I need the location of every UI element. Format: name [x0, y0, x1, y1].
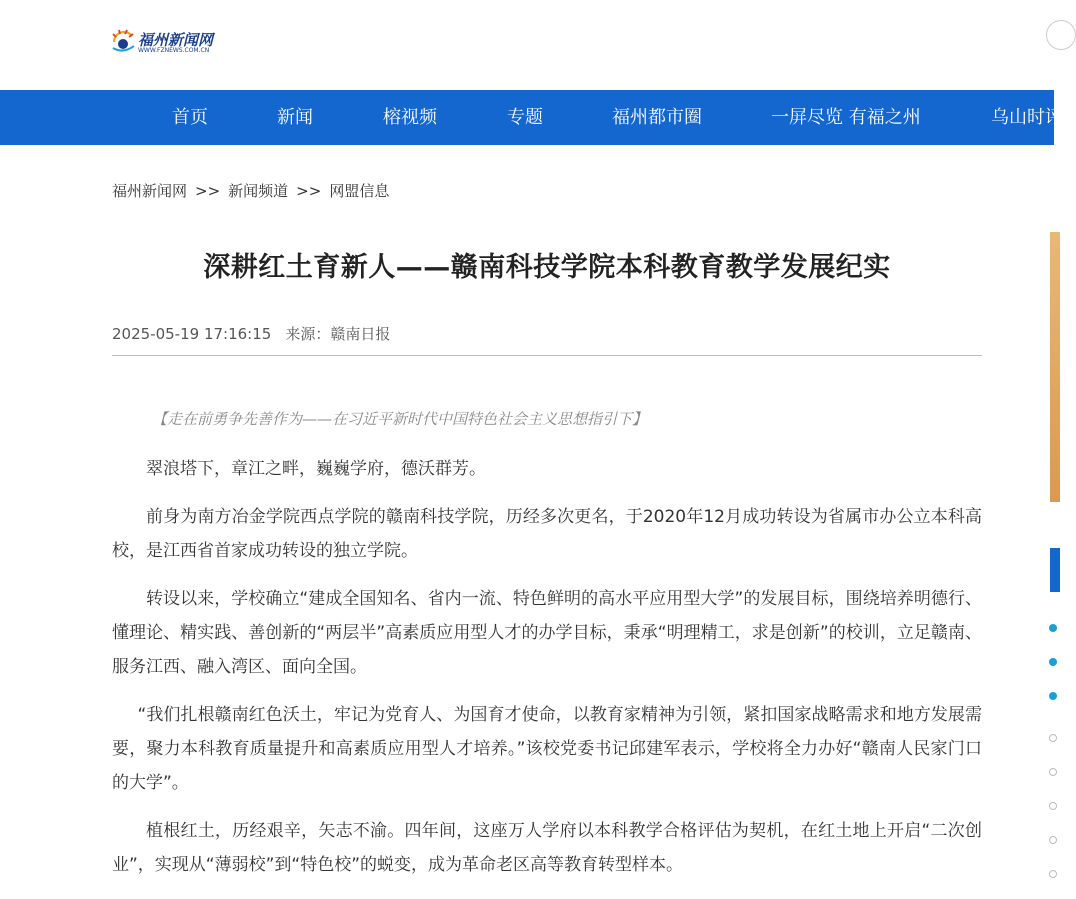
nav-video[interactable]: 榕视频: [383, 107, 437, 128]
sidebar-bullet-icon: [1049, 624, 1057, 632]
sidebar-heading-bar: [1050, 548, 1060, 592]
logo-url: WWW.FZNEWS.COM.CN: [138, 47, 210, 54]
article-paragraph: 转设以来，学校确立“建成全国知名、省内一流、特色鲜明的高水平应用型大学”的发展目标，围绕培养明德行、懂理论、精实践、善创新的“两层半”高素质应用型人才的办学目标，秉承“明理精工，求是创新”的校训，立足赣南、服务江西、融入湾区、面向全国。: [112, 589, 982, 677]
logo-text: 福州新闻网: [138, 31, 214, 49]
main-nav: [0, 90, 1063, 145]
breadcrumb-channel[interactable]: 新闻频道: [228, 182, 289, 200]
article-paragraph: “我们扎根赣南红色沃土，牢记为党育人、为国育才使命，以教育家精神为引领，紧扣国家战略需求和地方发展需要，聚力本科教育质量提升和高素质应用型人才培养。”该校党委书记邱建军表示，学校将全力办好“赣南人民家门口的大学”。: [112, 705, 982, 793]
article-paragraph: 植根红土，历经艰辛，矢志不渝。四年间，这座万人学府以本科教学合格评估为契机，在红土地上开启“二次创业”，实现从“薄弱校”到“特色校”的蜕变，成为革命老区高等教育转型样本。: [112, 821, 982, 875]
site-logo[interactable]: [112, 28, 232, 58]
article-title: 深耕红土育新人——赣南科技学院本科教育教学发展纪实: [203, 252, 891, 283]
sidebar-bullet-icon: [1049, 836, 1057, 844]
nav-topics[interactable]: 专题: [507, 107, 543, 128]
nav-metro[interactable]: 福州都市圈: [612, 107, 702, 128]
nav-commentary[interactable]: 乌山时评: [991, 107, 1063, 128]
nav-news[interactable]: 新闻: [277, 107, 313, 128]
sidebar-bullet-icon: [1049, 734, 1057, 742]
sidebar-bullet-icon: [1049, 870, 1057, 878]
article-meta: [112, 323, 390, 344]
article-datetime: 2025-05-19 17:16:15: [112, 325, 272, 343]
breadcrumb-home[interactable]: 福州新闻网: [112, 182, 188, 200]
sidebar-bullet-icon: [1049, 658, 1057, 666]
breadcrumb: [112, 180, 389, 201]
sidebar-image[interactable]: [1050, 232, 1060, 502]
article-lead: 【走在前勇争先善作为——在习近平新时代中国特色社会主义思想指引下】: [152, 410, 648, 428]
article-paragraph: 翠浪塔下，章江之畔，巍巍学府，德沃群芳。: [146, 459, 486, 479]
user-icon[interactable]: [1046, 20, 1076, 50]
article-paragraph: 前身为南方冶金学院西点学院的赣南科技学院，历经多次更名，于2020年12月成功转设为省属市办公立本科高校，是江西省首家成功转设的独立学院。: [112, 507, 982, 561]
article-body: [112, 404, 982, 896]
logo-sun-icon: [112, 28, 138, 54]
breadcrumb-section[interactable]: 网盟信息: [329, 182, 390, 200]
breadcrumb-separator: >>: [195, 182, 221, 200]
sidebar-bullet-icon: [1049, 768, 1057, 776]
article-source: 来源：赣南日报: [285, 325, 391, 343]
nav-overview[interactable]: 一屏尽览 有福之州: [771, 107, 921, 128]
sidebar-bullet-icon: [1049, 802, 1057, 810]
breadcrumb-separator: >>: [296, 182, 322, 200]
sidebar-bullet-icon: [1049, 692, 1057, 700]
site-header: [0, 0, 1054, 90]
title-divider: [112, 355, 982, 356]
nav-home[interactable]: 首页: [172, 107, 208, 128]
